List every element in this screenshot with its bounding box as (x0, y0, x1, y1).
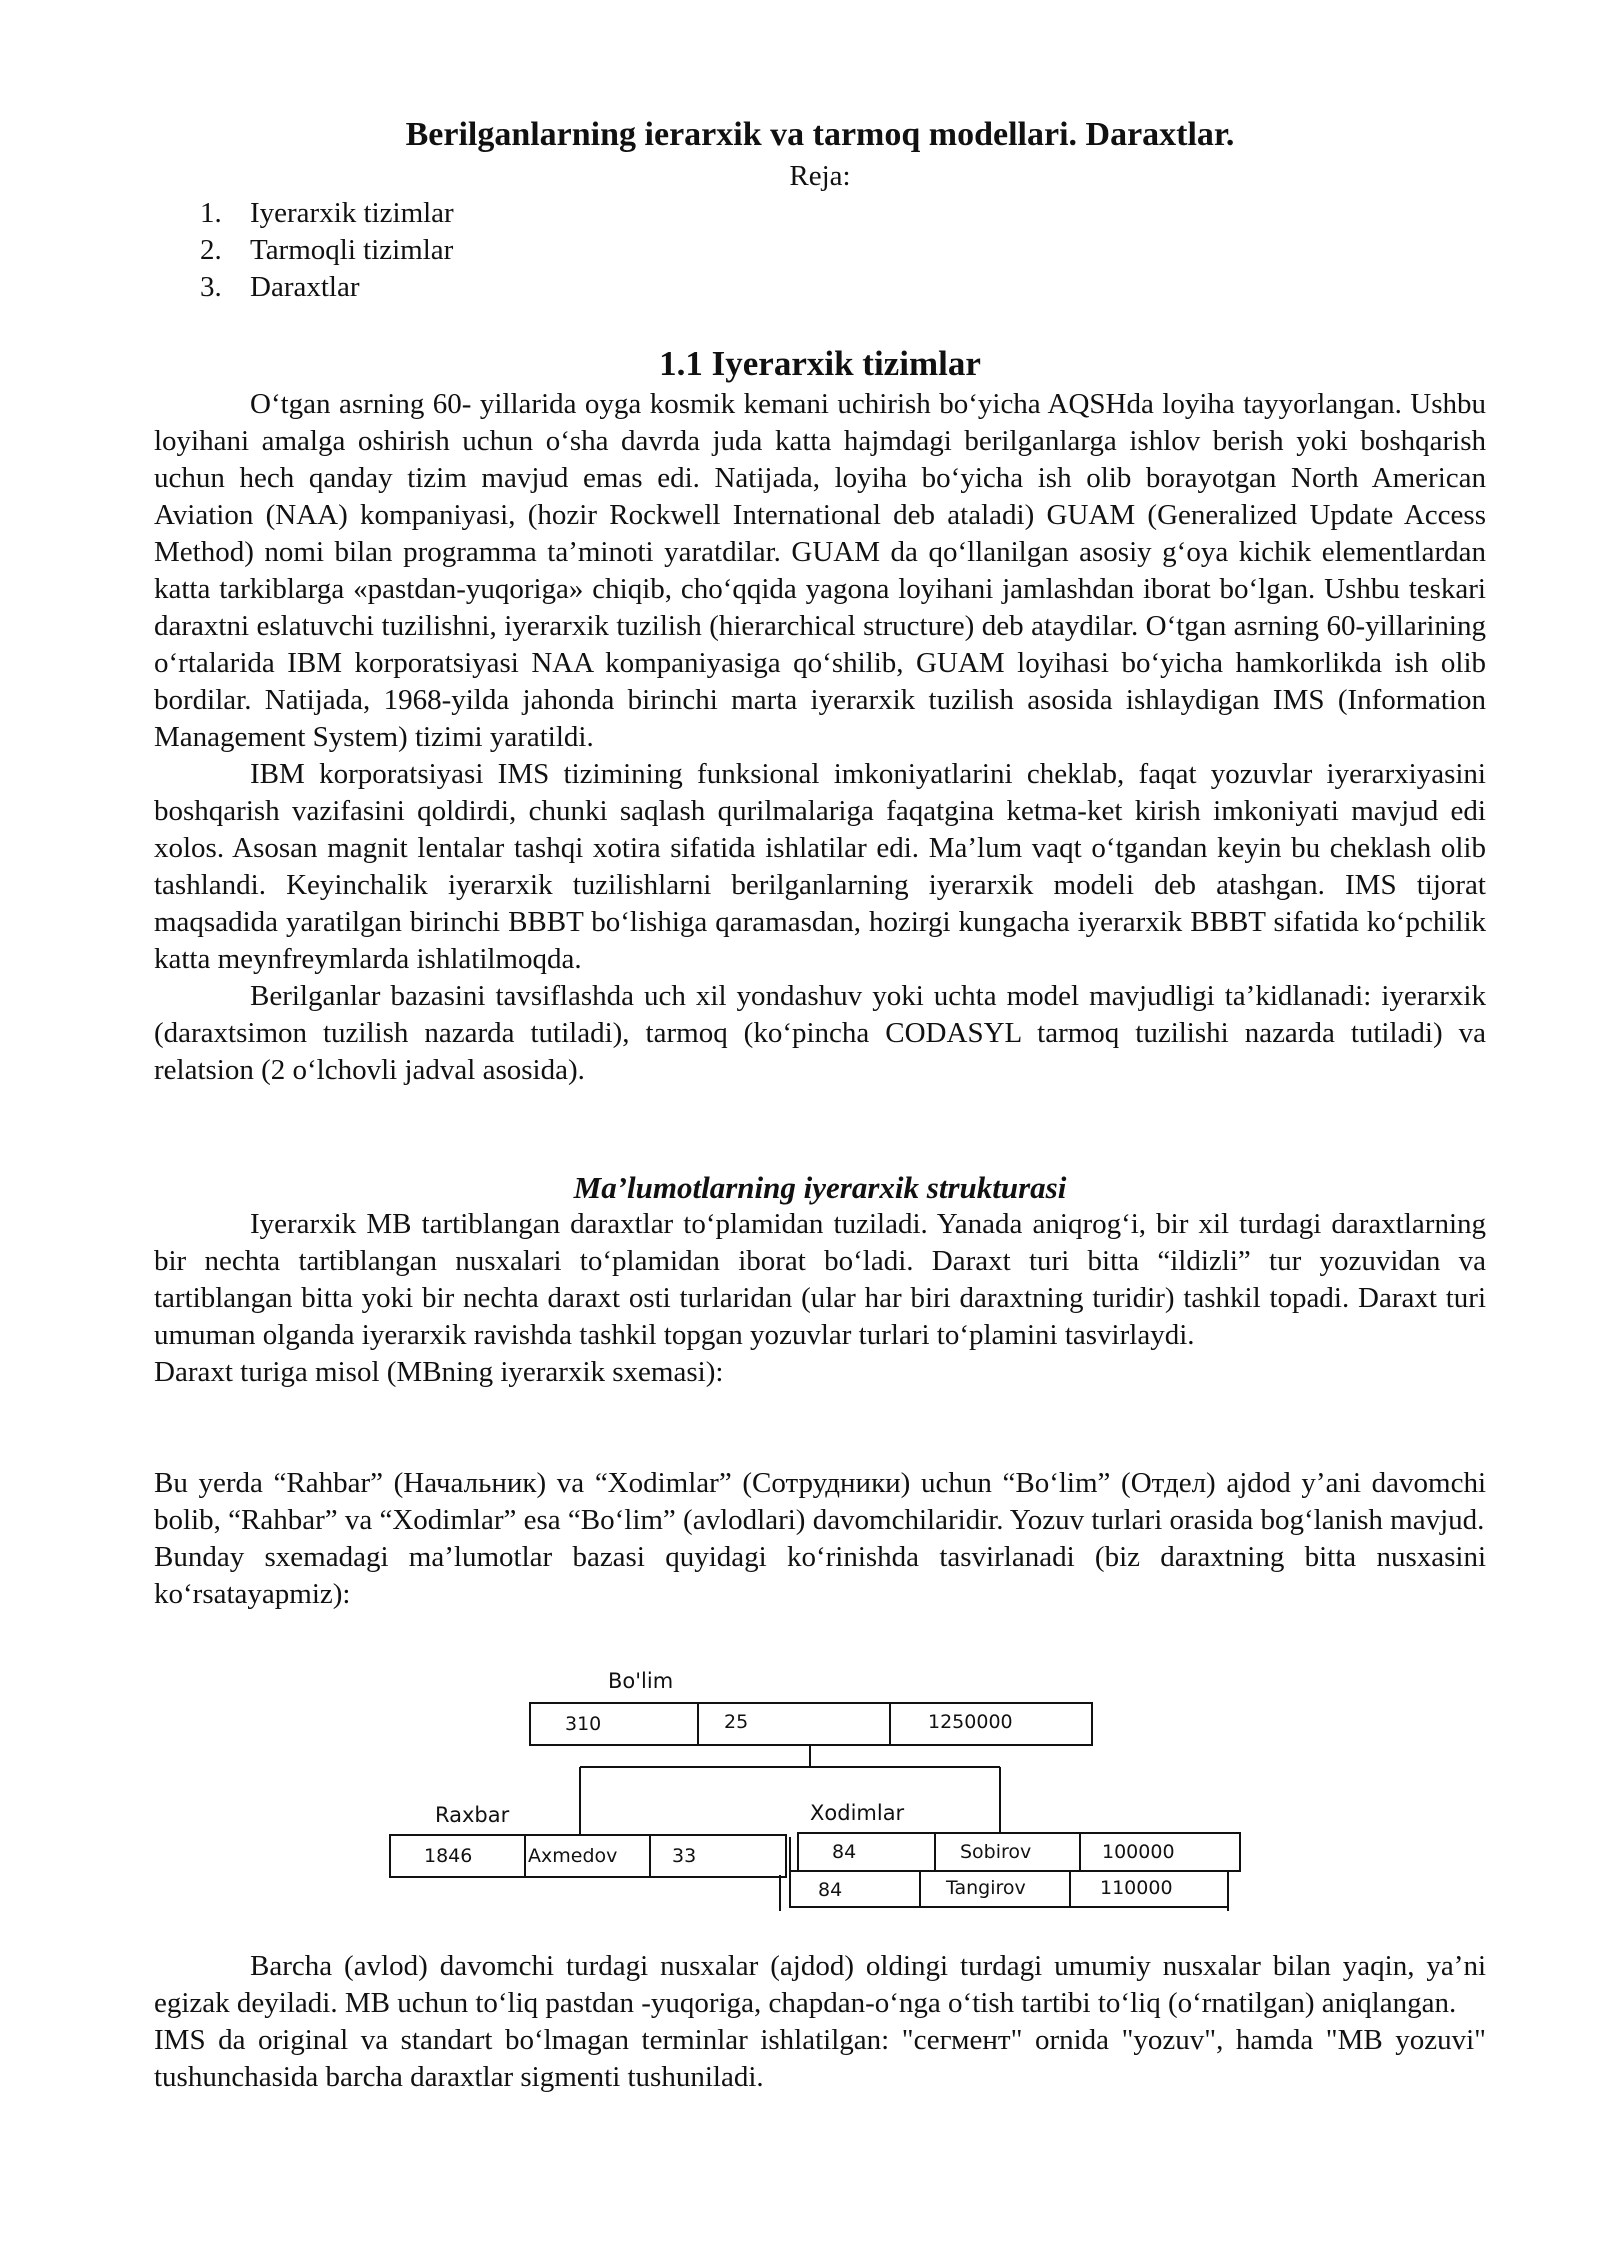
paragraph: IMS da original va standart bo‘lmagan terminlar ishlatilgan: "сегмент" ornida "yozuv", hamda "MB yozuvi" tushunchasida barcha daraxtlar sigmenti tushuniladi. (154, 2024, 1486, 2093)
plan-item (200, 269, 454, 306)
plan-item-text: Daraxtlar (250, 271, 360, 303)
plan-label: Reja: (789, 160, 851, 192)
plan-item-number: 3. (200, 271, 222, 303)
paragraph: Iyerarxik MB tartiblangan daraxtlar to‘plamidan tuziladi. Yanada aniqrog‘i, bir xil turdagi daraxtlarning bir nechta tartiblangan nusxalari to‘plamidan iborat bo‘ladi. Daraxt turi bitta “ildizli” tur yozuvidan va tartiblangan bitta yoki bir nechta daraxt osti turlaridan (ular har biri daraxtning turidir) tashkil topadi. Daraxt turi umuman olganda iyerarxik ravishda tashkil topgan yozuvlar turlari to‘plamini tasvirlaydi. (154, 1208, 1486, 1351)
paragraph: IBM korporatsiyasi IMS tizimining funksional imkoniyatlarini cheklab, faqat yozuvlar iyerarxiyasini boshqarish vazifasini qoldirdi, chunki saqlash qurilmalariga faqatgina ketma-ket kirish imkoniyati mavjud edi xolos. Asosan magnit lentalar tashqi xotira sifatida ishlatilar edi. Ma’lum vaqt o‘tgandan keyin bu cheklash olib tashlandi. Keyinchalik iyerarxik tuzilishlarni berilganlarning iyerarxik modeli deb atashgan. IMS tijorat maqsadida yaratilgan birinchi BBBT bo‘lishiga qaramasdan, hozirgi kungacha iyerarxik BBBT sifatida ko‘pchilik katta meynfreymlarda ishlatilmoqda. (154, 758, 1486, 975)
root-cell: 25 (724, 1711, 749, 1733)
right-label: Xodimlar (810, 1801, 905, 1825)
left-label: Raxbar (435, 1803, 510, 1827)
right-cell: 84 (818, 1879, 843, 1901)
section-1-body (154, 386, 1486, 1089)
plan-item-text: Tarmoqli tizimlar (250, 234, 454, 266)
plan-list (200, 195, 454, 306)
right-cell: Sobirov (960, 1841, 1032, 1863)
hierarchy-diagram (380, 1665, 1260, 1935)
right-cell: Tangirov (946, 1877, 1026, 1899)
paragraph: Daraxt turiga misol (MBning iyerarxik sxemasi): (154, 1356, 724, 1388)
left-cell: 1846 (424, 1845, 473, 1867)
right-cell: 84 (832, 1841, 857, 1863)
closing-text (154, 1948, 1486, 2096)
right-cell: 100000 (1102, 1841, 1175, 1863)
section-heading: 1.1 Iyerarxik tizimlar (659, 344, 981, 383)
root-cell: 1250000 (928, 1711, 1013, 1733)
document-title: Berilganlarning ierarxik va tarmoq modellari. Daraxtlar. (405, 116, 1235, 153)
plan-item-text: Iyerarxik tizimlar (250, 197, 454, 229)
paragraph: Barcha (avlod) davomchi turdagi nusxalar (ajdod) oldingi turdagi umumiy nusxalar bilan yaqin, ya’ni egizak deyiladi. MB uchun to‘liq pastdan -yuqoriga, chapdan-o‘nga o‘tish tartibi to‘liq (o‘rnatilgan) aniqlangan. (154, 1950, 1486, 2019)
root-cell: 310 (565, 1713, 602, 1735)
plan-item-number: 1. (200, 197, 222, 229)
paragraph: O‘tgan asrning 60- yillarida oyga kosmik kemani uchirish bo‘yicha AQSHda loyiha tayyorlangan. Ushbu loyihani amalga oshirish uchun o‘sha davrda juda katta hajmdagi berilganlarga ishlov berish yoki boshqarish uchun hech qanday tizim mavjud emas edi. Natijada, loyiha bo‘yicha ish olib borayotgan North American Aviation (NAA) kompaniyasi, (hozir Rockwell International deb ataladi) GUAM (Generalized Update Access Method) nomi bilan programma ta’minoti yaratdilar. GUAM da qo‘llanilgan asosiy g‘oya kichik elementlardan katta tarkiblarga «pastdan-yuqoriga» chiqib, cho‘qqida yagona loyihani jamlashdan iborat bo‘lgan. Ushbu teskari daraxtni eslatuvchi tuzilishni, iyerarxik tuzilish (hierarchical structure) deb ataydilar. O‘tgan asrning 60-yillarining o‘rtalarida IBM korporatsiyasi NAA kompaniyasiga qo‘shilib, GUAM loyihasi bo‘yicha hamkorlikda ish olib bordilar. Natijada, 1968-yilda jahonda birinchi marta iyerarxik tuzilish asosida ishlaydigan IMS (Information Management System) tizimi yaratildi. (154, 388, 1486, 753)
section-2-body-continued (154, 1465, 1486, 1613)
plan-item-number: 2. (200, 234, 222, 266)
root-label: Bo'lim (608, 1669, 674, 1693)
right-cell: 110000 (1100, 1877, 1173, 1899)
paragraph: Bunday sxemadagi ma’lumotlar bazasi quyidagi ko‘rinishda tasvirlanadi (biz daraxtning bitta nusxasini ko‘rsatayapmiz): (154, 1541, 1486, 1610)
plan-item (200, 195, 454, 232)
paragraph: Berilganlar bazasini tavsiflashda uch xil yondashuv yoki uchta model mavjudligi ta’kidlanadi: iyerarxik (daraxtsimon tuzilish nazarda tutiladi), tarmoq (ko‘pincha CODASYL tarmoq tuzilishi nazarda tutiladi) va relatsion (2 o‘lchovli jadval asosida). (154, 980, 1486, 1086)
section-2-body (154, 1206, 1486, 1391)
subsection-heading: Ma’lumotlarning iyerarxik strukturasi (573, 1170, 1067, 1205)
paragraph: Bu yerda “Rahbar” (Начальник) va “Xodimlar” (Сотрудники) uchun “Bo‘lim” (Отдел) ajdod y’ani davomchi bolib, “Rahbar” va “Xodimlar” esa “Bo‘lim” (avlodlari) davomchilaridir. Yozuv turlari orasida bog‘lanish mavjud. (154, 1467, 1486, 1536)
plan-item (200, 232, 454, 269)
left-cell: Axmedov (528, 1845, 618, 1867)
left-cell: 33 (672, 1845, 697, 1867)
